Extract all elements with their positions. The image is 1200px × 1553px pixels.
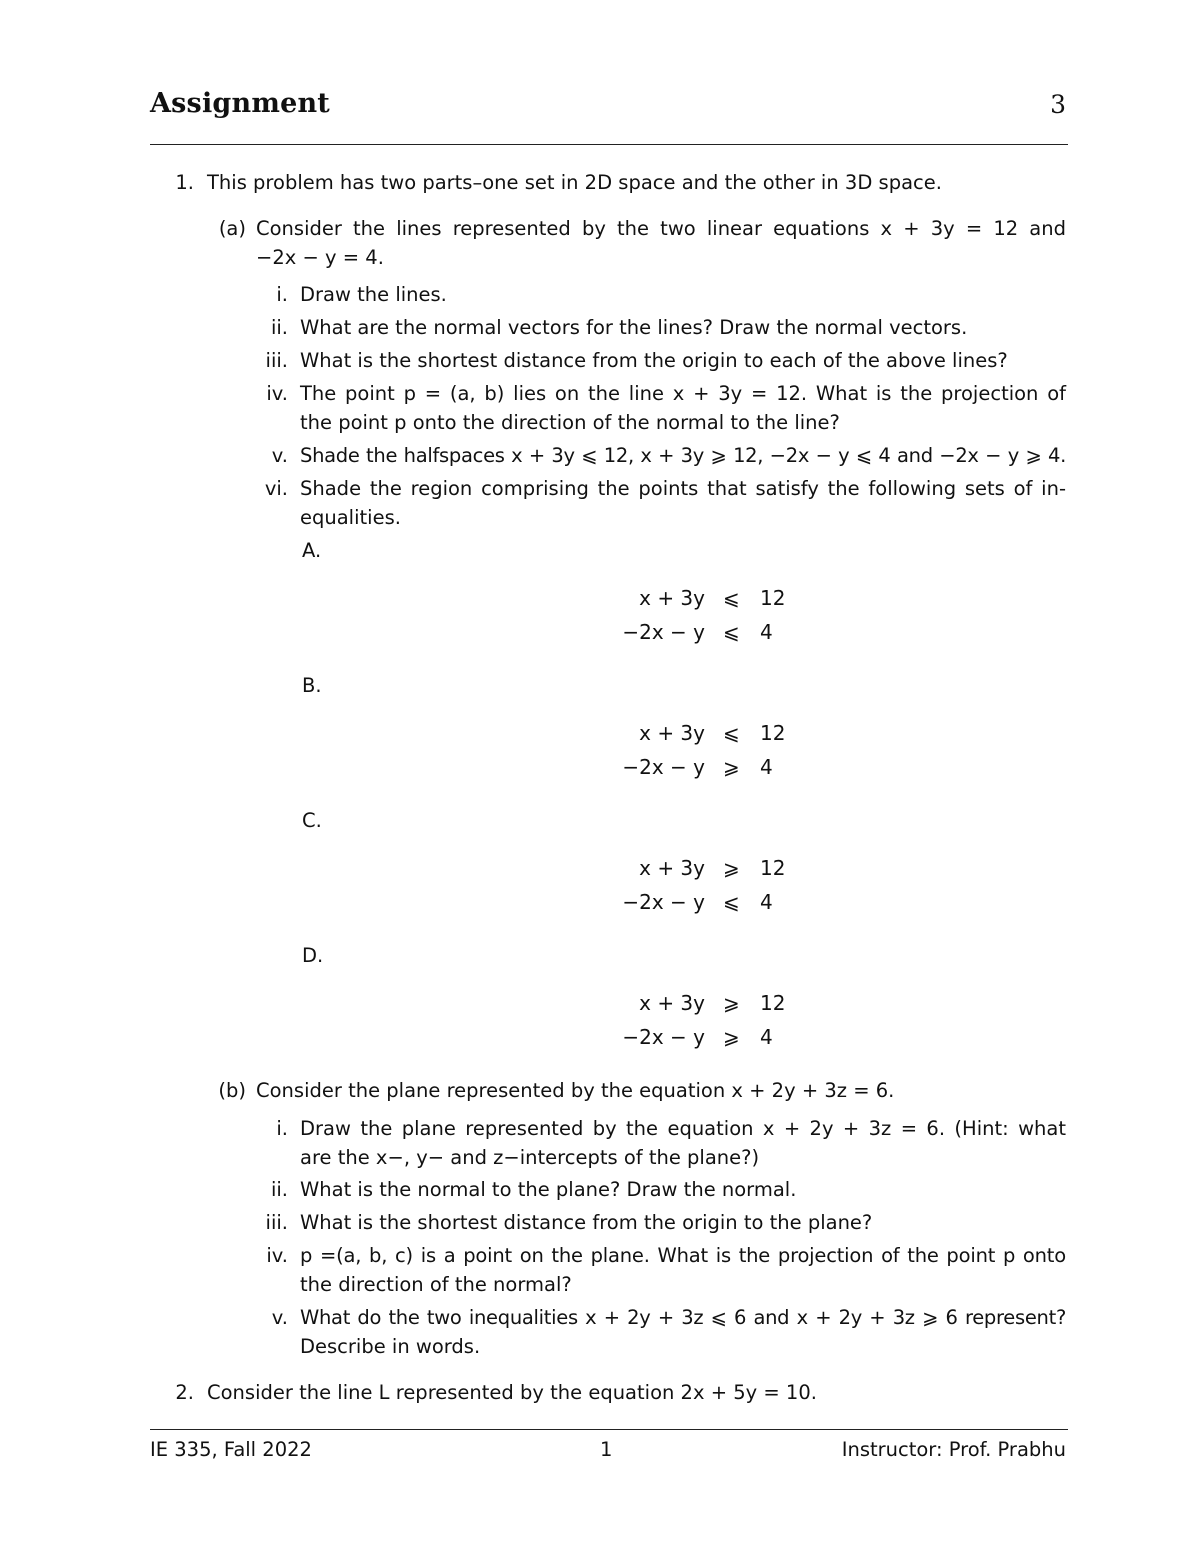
system-a-row2-rhs: 4 — [760, 620, 773, 644]
system-d-row2-rhs: 4 — [760, 1025, 773, 1049]
q1a-item-ii-num: ii. — [270, 316, 288, 339]
q1b-item-v-line1: What do the two inequalities x + 2y + 3z ⩽ 6 and x + 2y + 3z ⩾ 6 represent? — [300, 1306, 1066, 1329]
q1a-text-line1: Consider the lines represented by the two linear equations x + 3y = 12 and — [256, 217, 1066, 240]
assignment-title: Assignment — [150, 88, 330, 119]
system-b-row1-rhs: 12 — [760, 721, 786, 745]
q1b-item-iv-line2: the direction of the normal? — [300, 1273, 572, 1296]
q1a-item-v-num: v. — [271, 444, 288, 467]
q1b-item-iii-num: iii. — [265, 1211, 288, 1234]
system-c-row2-rhs: 4 — [760, 890, 773, 914]
system-c-row1-op: ⩾ — [723, 856, 740, 880]
q1b-item-iv-num: iv. — [266, 1244, 288, 1267]
system-c-row1-rhs: 12 — [760, 856, 786, 880]
q2-text: Consider the line L represented by the equation 2x + 5y = 10. — [207, 1381, 817, 1404]
q1b-item-ii-text: What is the normal to the plane? Draw the normal. — [300, 1178, 797, 1201]
q1a-text-line2: −2x − y = 4. — [256, 246, 384, 269]
q1a-item-iv-line1: The point p = (a, b) lies on the line x + 3y = 12. What is the projection of — [300, 382, 1066, 405]
q1b-item-iii-text: What is the shortest distance from the origin to the plane? — [300, 1211, 873, 1234]
q1b-item-i-line1: Draw the plane represented by the equation x + 2y + 3z = 6. (Hint: what — [300, 1117, 1066, 1140]
system-c-row2-op: ⩽ — [723, 890, 740, 914]
system-d-row1-op: ⩾ — [723, 991, 740, 1015]
system-a — [560, 586, 820, 656]
system-d-row2-lhs: −2x − y — [622, 1025, 705, 1049]
system-d-row1-rhs: 12 — [760, 991, 786, 1015]
q1a-label: (a) — [218, 217, 246, 240]
q1a-item-vi-line2: equalities. — [300, 506, 401, 529]
system-c-row2-lhs: −2x − y — [622, 890, 705, 914]
system-c — [560, 856, 820, 926]
q1a-item-iv-line2: the point p onto the direction of the normal to the line? — [300, 411, 840, 434]
system-c-label: C. — [302, 809, 322, 832]
system-d-row1-lhs: x + 3y — [639, 991, 705, 1015]
q1b-item-v-line2: Describe in words. — [300, 1335, 481, 1358]
system-b-row2-rhs: 4 — [760, 755, 773, 779]
system-a-row2-op: ⩽ — [723, 620, 740, 644]
footer-rule — [150, 1429, 1068, 1430]
q1a-item-iii-num: iii. — [265, 349, 288, 372]
system-b-row1-lhs: x + 3y — [639, 721, 705, 745]
footer-course: IE 335, Fall 2022 — [150, 1438, 312, 1461]
q1-text: This problem has two parts–one set in 2D space and the other in 3D space. — [207, 171, 942, 194]
system-b-row2-lhs: −2x − y — [622, 755, 705, 779]
system-b-row1-op: ⩽ — [723, 721, 740, 745]
q1b-label: (b) — [218, 1079, 246, 1102]
q1a-item-i-text: Draw the lines. — [300, 283, 447, 306]
q1b-item-ii-num: ii. — [270, 1178, 288, 1201]
footer-page-number: 1 — [600, 1438, 613, 1461]
q1a-item-vi-num: vi. — [264, 477, 288, 500]
system-d — [560, 991, 820, 1061]
system-d-label: D. — [302, 944, 324, 967]
q1a-item-i-num: i. — [276, 283, 288, 306]
q1a-item-vi-line1: Shade the region comprising the points that satisfy the following sets of in- — [300, 477, 1066, 500]
q1a-item-v-text: Shade the halfspaces x + 3y ⩽ 12, x + 3y ⩾ 12, −2x − y ⩽ 4 and −2x − y ⩾ 4. — [300, 444, 1066, 467]
system-a-row2-lhs: −2x − y — [622, 620, 705, 644]
q1a-item-iv-num: iv. — [266, 382, 288, 405]
header-rule — [150, 144, 1068, 145]
system-c-row1-lhs: x + 3y — [639, 856, 705, 880]
q1b-item-i-line2: are the x−, y− and z−intercepts of the plane?) — [300, 1146, 760, 1169]
q1a-item-ii-text: What are the normal vectors for the lines? Draw the normal vectors. — [300, 316, 968, 339]
q1b-item-iv-line1: p =(a, b, c) is a point on the plane. What is the projection of the point p onto — [300, 1244, 1066, 1267]
header-page-label: 3 — [1050, 90, 1066, 119]
q1-number: 1. — [175, 171, 194, 194]
q1b-text: Consider the plane represented by the equation x + 2y + 3z = 6. — [256, 1079, 895, 1102]
footer-instructor: Instructor: Prof. Prabhu — [841, 1438, 1066, 1461]
system-a-row1-rhs: 12 — [760, 586, 786, 610]
system-a-row1-op: ⩽ — [723, 586, 740, 610]
system-a-row1-lhs: x + 3y — [639, 586, 705, 610]
system-b-label: B. — [302, 674, 322, 697]
system-a-label: A. — [302, 539, 322, 562]
q2-number: 2. — [175, 1381, 194, 1404]
system-d-row2-op: ⩾ — [723, 1025, 740, 1049]
q1a-item-iii-text: What is the shortest distance from the origin to each of the above lines? — [300, 349, 1008, 372]
system-b-row2-op: ⩾ — [723, 755, 740, 779]
q1b-item-v-num: v. — [271, 1306, 288, 1329]
q1b-item-i-num: i. — [276, 1117, 288, 1140]
system-b — [560, 721, 820, 791]
